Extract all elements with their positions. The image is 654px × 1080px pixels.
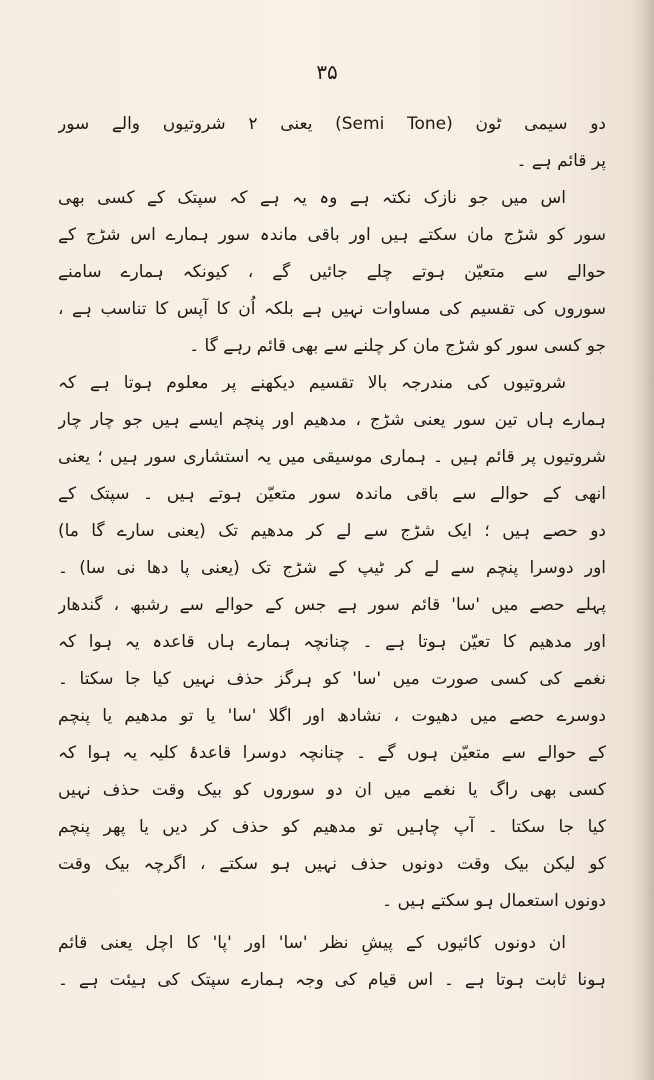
text-line: ہمارے ہاں تین سور یعنی شڑج ، مدھیم اور پنچم ایسے ہیں جو چار چار [58,410,606,430]
text-line: کے حوالے سے متعیّن ہوں گے ۔ چنانچہ دوسرا قاعدۂ کلیہ یہ ہوا کہ [58,743,606,763]
page-number: ۳۵ [316,60,338,84]
text-line: انھی کے حوالے سے باقی ماندہ سور متعیّن ہوتے ہیں ۔ سپتک کے [58,484,606,504]
text-line: کسی بھی راگ یا نغمے میں ان دو سوروں کو بیک وقت حذف نہیں [58,780,606,800]
text-line: حوالے سے متعیّن ہوتے چلے جائیں گے ، کیونکہ ہمارے سامنے [58,262,606,282]
text-line: کیا جا سکتا ۔ آپ چاہیں تو مدھیم کو حذف کر دیں یا پھر پنچم [58,817,606,837]
text-line: دو حصے ہیں ؛ ایک شڑج سے لے کر مدھیم تک (یعنی سارے گا ما) [58,521,606,541]
page-spine-shadow [632,0,654,1080]
body-text [58,106,606,999]
text-line: دو سیمی ٹون (Semi Tone) یعنی ۲ شروتیوں والے سور [58,114,606,134]
text-line: پہلے حصے میں 'سا' قائم سور ہے جس کے حوالے سے رشبھ ، گندھار [58,595,606,615]
text-line: شروتیوں کی مندرجہ بالا تقسیم دیکھنے پر معلوم ہوتا ہے کہ [58,373,566,393]
text-line: نغمے کی کسی صورت میں 'سا' کو ہرگز حذف نہیں کیا جا سکتا ۔ [58,669,606,689]
text-line: کو لیکن بیک وقت دونوں حذف نہیں ہو سکتے ، اگرچہ بیک وقت [58,854,606,874]
text-line: سوروں کی تقسیم کی مساوات نہیں ہے بلکہ اُن کا آپس کا تناسب ہے ، [58,299,606,319]
text-line: اور دوسرا پنچم سے لے کر ٹیپ کے شڑج تک (یعنی پا دھا نی سا) ۔ [58,558,606,578]
text-line: سور کو شڑج مان سکتے ہیں اور باقی ماندہ سور ہمارے اس شڑج کے [58,225,606,245]
text-line: دوسرے حصے میں دھیوت ، نشادھ اور اگلا 'سا' یا تو مدھیم یا پنچم [58,706,606,726]
text-line: پر قائم ہے ۔ [516,151,606,171]
text-line: ان دونوں کائیوں کے پیشِ نظر 'سا' اور 'پا' کا اچل یعنی قائم [58,933,566,953]
text-line: شروتیوں پر قائم ہیں ۔ ہماری موسیقی میں یہ استشاری سور ہیں ؛ یعنی [58,447,606,467]
text-line: جو کسی سور کو شڑج مان کر چلنے سے بھی قائم رہے گا ۔ [189,336,606,356]
text-line: اس میں جو نازک نکتہ ہے وہ یہ ہے کہ سپتک کے کسی بھی [58,188,566,208]
text-line: دونوں استعمال ہو سکتے ہیں ۔ [382,891,606,911]
text-line: اور مدھیم کا تعیّن ہوتا ہے ۔ چنانچہ ہمارے ہاں قاعدہ یہ ہوا کہ [58,632,606,652]
text-line: ہونا ثابت ہوتا ہے ۔ اس قیام کی وجہ ہمارے سپتک کی ہیئت ہے ۔ [58,970,606,990]
